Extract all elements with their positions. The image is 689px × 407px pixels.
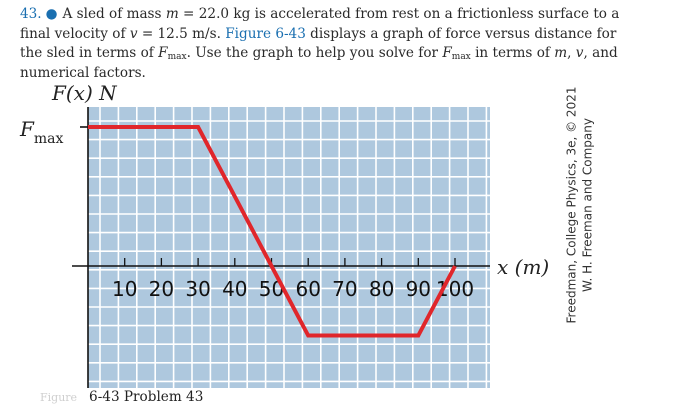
x-tick-label: 10 — [111, 277, 138, 301]
credit-line-2: W. H. Freeman and Company — [580, 118, 594, 292]
caption-prefix: Figure — [40, 391, 78, 404]
bullet-icon: ● — [45, 6, 58, 22]
figure-6-43 — [0, 78, 550, 388]
credit-line-1: Freedman, College Physics, 3e, © 2021 — [564, 86, 579, 324]
x-tick-label: 30 — [185, 277, 211, 301]
figure-caption — [40, 389, 203, 405]
x-tick-label: 50 — [258, 277, 285, 301]
var-v: v — [129, 25, 138, 42]
x-tick-label: 60 — [295, 277, 321, 301]
x-axis-title: x (m) — [497, 255, 550, 279]
x-tick-label: 80 — [368, 277, 395, 301]
problem-text: displays a graph of force versus distance for the sled in terms of — [20, 25, 617, 61]
problem-text: , — [567, 45, 576, 61]
plot-background — [88, 107, 490, 388]
y-axis-title: F(x) N — [52, 81, 117, 105]
var-F: F — [442, 45, 452, 61]
var-F-sub: max — [167, 52, 187, 62]
var-m: m — [554, 45, 568, 61]
problem-text: in terms of — [470, 45, 555, 61]
x-tick-label: 90 — [405, 277, 432, 301]
problem-statement — [20, 5, 620, 83]
x-tick-label: 70 — [332, 277, 358, 301]
problem-text: = 12.5 m/s. — [137, 25, 226, 42]
credit-text — [565, 87, 596, 324]
problem-number: 43. — [20, 6, 42, 22]
var-v: v — [575, 45, 584, 61]
problem-text: . Use the graph to help you solve for — [186, 45, 443, 61]
x-tick-label: 40 — [222, 277, 248, 301]
caption-text: 6-43 Problem 43 — [89, 389, 204, 405]
problem-text: = 22.0 kg is accelerated from rest on a frictionless surface to a final velocity of — [20, 6, 620, 42]
figure-link[interactable]: Figure 6-43 — [225, 25, 306, 42]
problem-text: , and numerical factors. — [20, 45, 618, 81]
force-distance-chart — [0, 78, 550, 388]
var-m: m — [165, 6, 179, 22]
problem-text: A sled of mass — [62, 6, 166, 22]
var-F: F — [158, 45, 168, 61]
x-tick-label: 100 — [435, 277, 475, 301]
fmax-label: $F_{max}$ — [20, 117, 64, 147]
credit-block — [556, 85, 604, 325]
x-tick-label: 20 — [148, 277, 175, 301]
var-F-sub: max — [451, 52, 471, 62]
